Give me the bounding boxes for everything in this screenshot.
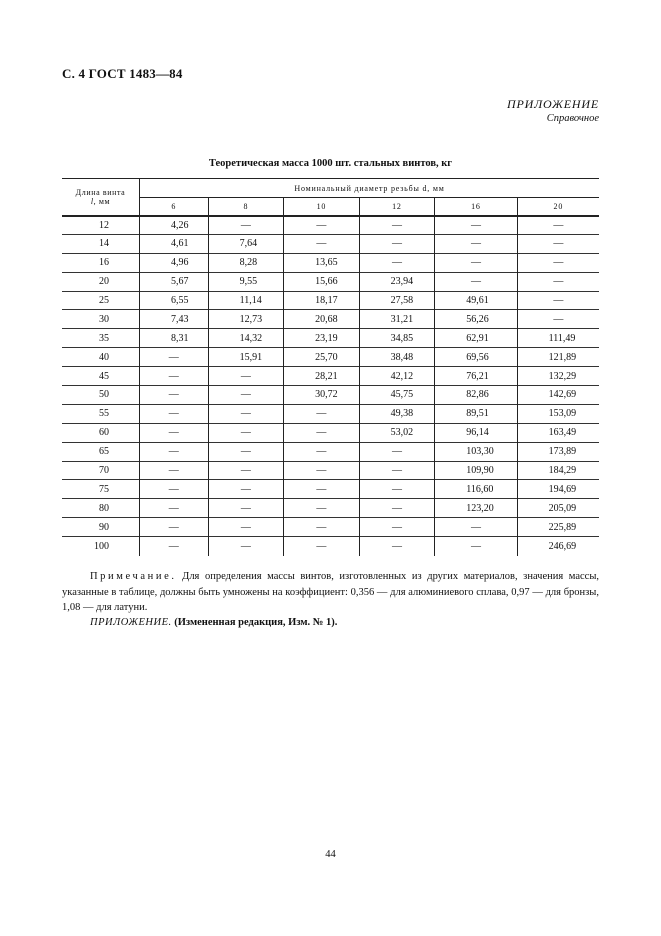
mass-cell: 5,67 bbox=[140, 272, 209, 291]
appendix-reference bbox=[90, 617, 337, 628]
mass-cell: 14,32 bbox=[208, 329, 284, 348]
mass-cell: — bbox=[284, 216, 360, 235]
mass-cell: — bbox=[359, 461, 435, 480]
mass-cell: 45,75 bbox=[359, 386, 435, 405]
mass-cell: — bbox=[140, 348, 209, 367]
diameter-header: Номинальный диаметр резьбы d, мм bbox=[140, 179, 600, 198]
table-row bbox=[62, 216, 599, 235]
length-unit: , мм bbox=[93, 196, 111, 206]
mass-cell: — bbox=[208, 480, 284, 499]
table-row bbox=[62, 442, 599, 461]
table-row bbox=[62, 537, 599, 556]
mass-cell: 132,29 bbox=[517, 367, 599, 386]
mass-cell: 116,60 bbox=[435, 480, 517, 499]
mass-cell: 103,30 bbox=[435, 442, 517, 461]
length-cell: 16 bbox=[62, 253, 140, 272]
mass-cell: — bbox=[140, 461, 209, 480]
length-cell: 50 bbox=[62, 386, 140, 405]
appendix-subtitle: Справочное bbox=[546, 113, 599, 124]
length-symbol: l bbox=[90, 196, 94, 206]
table-row bbox=[62, 253, 599, 272]
mass-cell: 121,89 bbox=[517, 348, 599, 367]
mass-cell: — bbox=[435, 537, 517, 556]
length-cell: 20 bbox=[62, 272, 140, 291]
table-row bbox=[62, 480, 599, 499]
mass-cell: 184,29 bbox=[517, 461, 599, 480]
diameter-column-header: 16 bbox=[435, 198, 517, 216]
mass-cell: — bbox=[284, 480, 360, 499]
table-row bbox=[62, 348, 599, 367]
mass-cell: 28,21 bbox=[284, 367, 360, 386]
mass-cell: — bbox=[208, 423, 284, 442]
mass-cell: — bbox=[517, 234, 599, 253]
mass-cell: 12,73 bbox=[208, 310, 284, 329]
length-cell: 70 bbox=[62, 461, 140, 480]
mass-cell: 89,51 bbox=[435, 404, 517, 423]
table-row bbox=[62, 310, 599, 329]
diameter-columns-row bbox=[62, 198, 599, 216]
mass-cell: — bbox=[140, 499, 209, 518]
mass-cell: 56,26 bbox=[435, 310, 517, 329]
mass-cell: 111,49 bbox=[517, 329, 599, 348]
mass-cell: — bbox=[284, 423, 360, 442]
mass-cell: 173,89 bbox=[517, 442, 599, 461]
mass-cell: 4,96 bbox=[140, 253, 209, 272]
length-cell: 80 bbox=[62, 499, 140, 518]
length-cell: 25 bbox=[62, 291, 140, 310]
mass-cell: 194,69 bbox=[517, 480, 599, 499]
mass-cell: 42,12 bbox=[359, 367, 435, 386]
length-cell: 35 bbox=[62, 329, 140, 348]
table-row bbox=[62, 234, 599, 253]
mass-cell: — bbox=[359, 216, 435, 235]
diameter-column-header: 20 bbox=[517, 198, 599, 216]
mass-cell: — bbox=[359, 537, 435, 556]
table-row bbox=[62, 461, 599, 480]
appendix-ref-bold: (Измененная редакция, Изм. № 1). bbox=[174, 617, 338, 628]
mass-cell: 4,26 bbox=[140, 216, 209, 235]
length-cell: 65 bbox=[62, 442, 140, 461]
mass-cell: 25,70 bbox=[284, 348, 360, 367]
mass-cell: — bbox=[140, 537, 209, 556]
length-cell: 12 bbox=[62, 216, 140, 235]
length-cell: 75 bbox=[62, 480, 140, 499]
mass-cell: 7,64 bbox=[208, 234, 284, 253]
mass-cell: — bbox=[140, 367, 209, 386]
appendix-heading bbox=[507, 97, 599, 124]
diameter-column-header: 12 bbox=[359, 198, 435, 216]
page-number: 44 bbox=[325, 849, 336, 860]
mass-cell: — bbox=[208, 499, 284, 518]
mass-cell: 13,65 bbox=[284, 253, 360, 272]
mass-cell: — bbox=[359, 234, 435, 253]
mass-cell: 23,94 bbox=[359, 272, 435, 291]
length-cell: 90 bbox=[62, 518, 140, 537]
mass-cell: 4,61 bbox=[140, 234, 209, 253]
length-column-header bbox=[62, 179, 140, 216]
mass-cell: — bbox=[284, 234, 360, 253]
table-row bbox=[62, 518, 599, 537]
appendix-title: ПРИЛОЖЕНИЕ bbox=[507, 97, 599, 111]
mass-cell: — bbox=[140, 442, 209, 461]
mass-cell: — bbox=[208, 216, 284, 235]
mass-cell: 11,14 bbox=[208, 291, 284, 310]
table-note bbox=[62, 569, 599, 616]
mass-cell: — bbox=[435, 518, 517, 537]
mass-cell: — bbox=[359, 442, 435, 461]
mass-cell: — bbox=[517, 310, 599, 329]
mass-cell: — bbox=[208, 367, 284, 386]
note-text: Для определения массы винтов, изготовленных из других материалов, значения массы, указанные в таблице, должны быть умножены на коэффициент: 0,356 — для алюминиевого сплава, 0,97 — для бронзы, 1,08 — для латуни. bbox=[62, 571, 600, 613]
mass-cell: — bbox=[284, 442, 360, 461]
length-cell: 60 bbox=[62, 423, 140, 442]
table-row bbox=[62, 404, 599, 423]
table-row bbox=[62, 423, 599, 442]
mass-cell: 96,14 bbox=[435, 423, 517, 442]
diameter-column-header: 10 bbox=[284, 198, 360, 216]
mass-cell: 53,02 bbox=[359, 423, 435, 442]
table-row bbox=[62, 386, 599, 405]
mass-cell: 69,56 bbox=[435, 348, 517, 367]
mass-cell: 6,55 bbox=[140, 291, 209, 310]
mass-cell: — bbox=[140, 423, 209, 442]
mass-cell: 109,90 bbox=[435, 461, 517, 480]
mass-cell: 142,69 bbox=[517, 386, 599, 405]
length-cell: 30 bbox=[62, 310, 140, 329]
mass-cell: 31,21 bbox=[359, 310, 435, 329]
mass-cell: — bbox=[284, 404, 360, 423]
mass-cell: 49,61 bbox=[435, 291, 517, 310]
mass-cell: — bbox=[140, 386, 209, 405]
table-row bbox=[62, 329, 599, 348]
mass-cell: 9,55 bbox=[208, 272, 284, 291]
mass-cell: 153,09 bbox=[517, 404, 599, 423]
length-header-line1: Длина винта bbox=[75, 187, 126, 197]
mass-cell: — bbox=[140, 404, 209, 423]
mass-cell: 8,31 bbox=[140, 329, 209, 348]
length-cell: 55 bbox=[62, 404, 140, 423]
mass-cell: 163,49 bbox=[517, 423, 599, 442]
page-header: С. 4 ГОСТ 1483—84 bbox=[62, 66, 183, 81]
mass-cell: 225,89 bbox=[517, 518, 599, 537]
mass-cell: 76,21 bbox=[435, 367, 517, 386]
mass-cell: — bbox=[517, 253, 599, 272]
mass-cell: 23,19 bbox=[284, 329, 360, 348]
diameter-column-header: 6 bbox=[140, 198, 209, 216]
mass-cell: — bbox=[284, 499, 360, 518]
mass-cell: — bbox=[284, 537, 360, 556]
note-label: Примечание. bbox=[90, 571, 177, 582]
diameter-column-header: 8 bbox=[208, 198, 284, 216]
length-cell: 40 bbox=[62, 348, 140, 367]
mass-cell: — bbox=[208, 461, 284, 480]
length-header-line2 bbox=[62, 197, 139, 206]
mass-cell: — bbox=[359, 518, 435, 537]
table-row bbox=[62, 499, 599, 518]
table-body bbox=[62, 216, 599, 556]
mass-cell: 7,43 bbox=[140, 310, 209, 329]
mass-cell: — bbox=[435, 272, 517, 291]
mass-cell: — bbox=[208, 518, 284, 537]
table-row bbox=[62, 367, 599, 386]
appendix-ref-italic: ПРИЛОЖЕНИЕ. bbox=[90, 617, 172, 628]
mass-cell: — bbox=[140, 480, 209, 499]
mass-cell: 27,58 bbox=[359, 291, 435, 310]
table-title: Теоретическая масса 1000 шт. стальных винтов, кг bbox=[208, 158, 453, 169]
mass-cell: 34,85 bbox=[359, 329, 435, 348]
mass-cell: — bbox=[359, 499, 435, 518]
mass-cell: — bbox=[435, 216, 517, 235]
mass-cell: 82,86 bbox=[435, 386, 517, 405]
mass-cell: — bbox=[517, 291, 599, 310]
mass-cell: 62,91 bbox=[435, 329, 517, 348]
mass-cell: 205,09 bbox=[517, 499, 599, 518]
mass-cell: — bbox=[284, 518, 360, 537]
length-cell: 45 bbox=[62, 367, 140, 386]
table-row bbox=[62, 291, 599, 310]
mass-cell: 38,48 bbox=[359, 348, 435, 367]
mass-cell: — bbox=[208, 386, 284, 405]
mass-cell: 246,69 bbox=[517, 537, 599, 556]
mass-cell: — bbox=[435, 253, 517, 272]
mass-cell: 8,28 bbox=[208, 253, 284, 272]
length-cell: 100 bbox=[62, 537, 140, 556]
mass-cell: — bbox=[517, 216, 599, 235]
mass-cell: 123,20 bbox=[435, 499, 517, 518]
mass-table bbox=[62, 178, 599, 556]
mass-cell: — bbox=[208, 537, 284, 556]
mass-cell: — bbox=[517, 272, 599, 291]
mass-cell: — bbox=[208, 442, 284, 461]
mass-cell: — bbox=[359, 253, 435, 272]
mass-cell: 15,91 bbox=[208, 348, 284, 367]
table-row bbox=[62, 272, 599, 291]
mass-cell: 30,72 bbox=[284, 386, 360, 405]
length-cell: 14 bbox=[62, 234, 140, 253]
mass-cell: 18,17 bbox=[284, 291, 360, 310]
mass-cell: 20,68 bbox=[284, 310, 360, 329]
mass-cell: — bbox=[435, 234, 517, 253]
mass-cell: — bbox=[208, 404, 284, 423]
mass-cell: 49,38 bbox=[359, 404, 435, 423]
mass-cell: — bbox=[284, 461, 360, 480]
mass-cell: — bbox=[359, 480, 435, 499]
mass-cell: 15,66 bbox=[284, 272, 360, 291]
mass-cell: — bbox=[140, 518, 209, 537]
